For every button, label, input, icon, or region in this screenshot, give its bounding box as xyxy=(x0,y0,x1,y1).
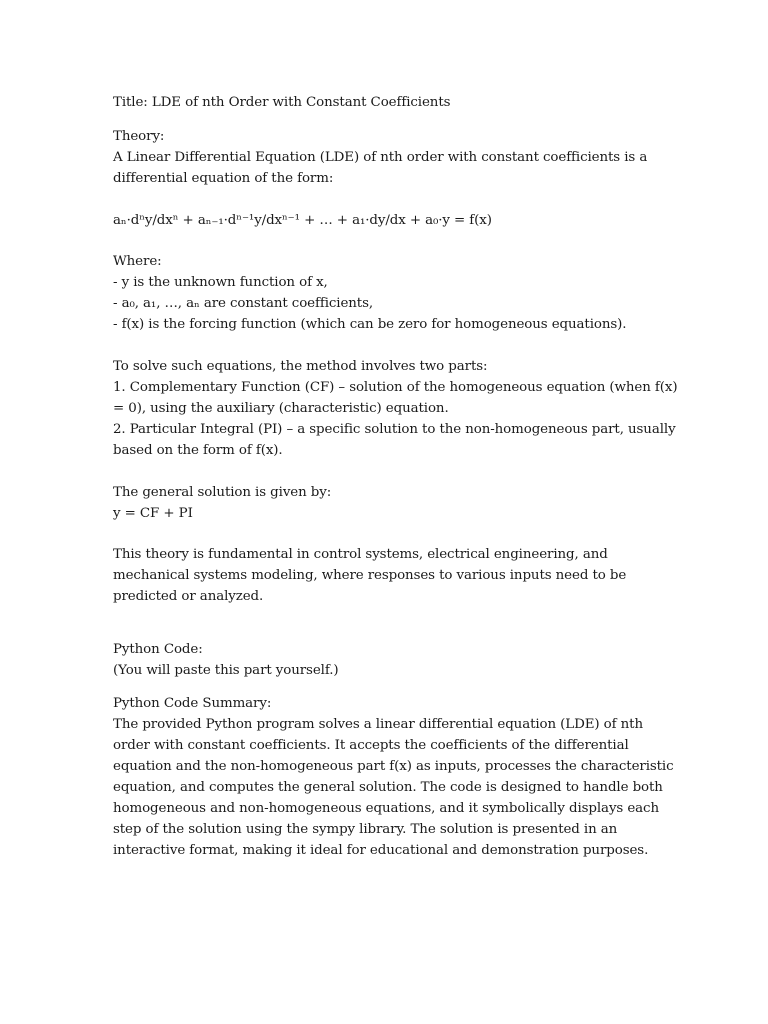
theory-heading: Theory: xyxy=(113,129,165,144)
general-equation: aₙ·dⁿy/dxⁿ + aₙ₋₁·dⁿ⁻¹y/dxⁿ⁻¹ + … + a₁·dy/dx + a₀·y = f(x) xyxy=(113,213,492,228)
fundamental-line-1: This theory is fundamental in control systems, electrical engineering, and xyxy=(113,547,608,562)
summary-line: equation, and computes the general solution. The code is designed to handle both xyxy=(113,780,663,795)
python-code-note: (You will paste this part yourself.) xyxy=(113,663,339,678)
method-1-line-1: 1. Complementary Function (CF) – solution of the homogeneous equation (when f(x) xyxy=(113,380,678,395)
summary-line: equation and the non-homogeneous part f(x) as inputs, processes the characteristic xyxy=(113,759,674,774)
general-solution: y = CF + PI xyxy=(113,506,193,521)
document-title: Title: LDE of nth Order with Constant Coefficients xyxy=(113,95,451,110)
summary-line: order with constant coefficients. It accepts the coefficients of the differential xyxy=(113,738,629,753)
method-intro: To solve such equations, the method involves two parts: xyxy=(113,359,488,374)
method-1-line-2: = 0), using the auxiliary (characteristic) equation. xyxy=(113,401,449,416)
python-code-heading: Python Code: xyxy=(113,642,203,657)
summary-line: step of the solution using the sympy library. The solution is presented in an xyxy=(113,822,618,837)
summary-heading: Python Code Summary: xyxy=(113,696,272,711)
method-2-line-2: based on the form of f(x). xyxy=(113,443,283,458)
where-item: - a₀, a₁, …, aₙ are constant coefficients, xyxy=(113,296,374,311)
where-item: - f(x) is the forcing function (which can be zero for homogeneous equations). xyxy=(113,317,627,332)
where-heading: Where: xyxy=(113,254,162,269)
fundamental-line-3: predicted or analyzed. xyxy=(113,589,264,604)
theory-intro-line-1: A Linear Differential Equation (LDE) of nth order with constant coefficients is a xyxy=(113,150,648,165)
summary-line: interactive format, making it ideal for educational and demonstration purposes. xyxy=(113,843,649,858)
method-2-line-1: 2. Particular Integral (PI) – a specific solution to the non-homogeneous part, usually xyxy=(113,422,676,437)
summary-line: The provided Python program solves a linear differential equation (LDE) of nth xyxy=(113,717,643,732)
fundamental-line-2: mechanical systems modeling, where responses to various inputs need to be xyxy=(113,568,627,583)
summary-line: homogeneous and non-homogeneous equations, and it symbolically displays each xyxy=(113,801,659,816)
general-solution-intro: The general solution is given by: xyxy=(113,485,332,500)
where-item: - y is the unknown function of x, xyxy=(113,275,328,290)
theory-intro-line-2: differential equation of the form: xyxy=(113,171,334,186)
